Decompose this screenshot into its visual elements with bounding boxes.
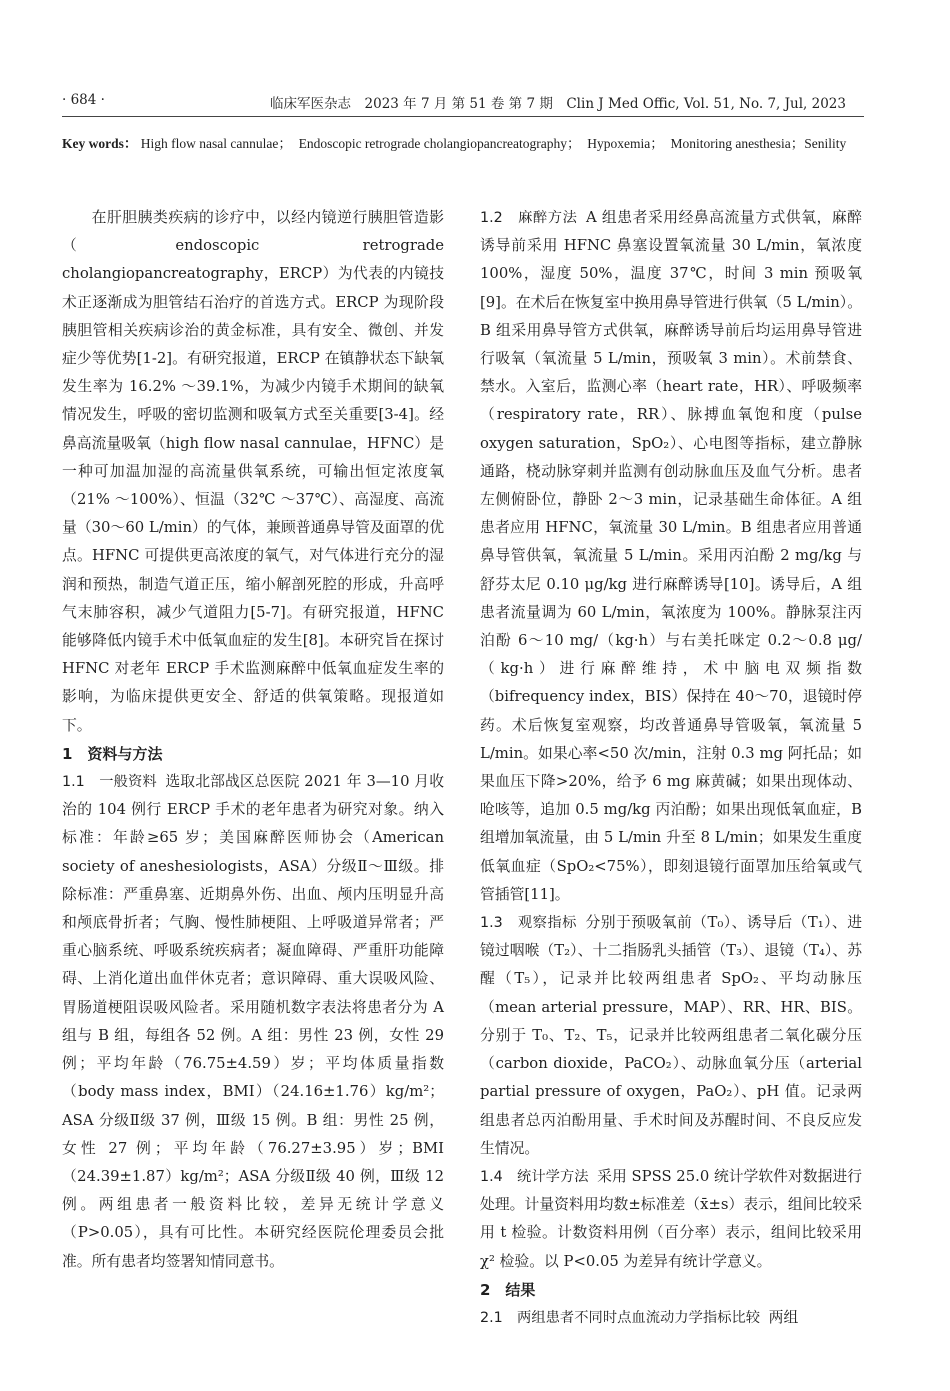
keywords-text: High flow nasal cannulae； Endoscopic retrograde cholangiopancreatography； Hypoxemia； Monitoring anesthesia；Senility <box>140 136 847 151</box>
left-column <box>62 204 444 1276</box>
section-1-2-heading: 1.2 麻醉方法 <box>480 210 578 226</box>
section-1-2-text: A 组患者采用经鼻高流量方式供氧，麻醉诱导前采用 HFNC 鼻塞设置氧流量 30 L/min，氧浓度 100%，湿度 50%，温度 37℃，时间 3 min 预吸氧[9]。在术后在恢复室中换用鼻导管进行供氧（5 L/min）。B 组采用鼻导管方式供氧，麻醉诱导前后均运用鼻导管进行吸氧（氧流量 5 L/min，预吸氧 3 min）。术前禁食、禁水。入室后，监测心率（heart rate，HR）、呼吸频率（respiratory rate，RR）、脉搏血氧饱和度（pulse oxygen saturation，SpO₂）、心电图等指标，建立静脉通路，桡动脉穿刺并监测有创动脉血压及血气分析。患者左侧俯卧位，静卧 2～3 min，记录基础生命体征。A 组患者应用 HFNC，氧流量 30 L/min。B 组患者应用普通鼻导管供氧，氧流量 5 L/min。采用丙泊酚 2 mg/kg 与舒芬太尼 0.10 μg/kg 进行麻醉诱导[10]。诱导后，A 组患者流量调为 60 L/min，氧浓度为 100%。静脉泵注丙泊酚 6～10 mg/（kg·h）与右美托咪定 0.2～0.8 μg/（kg·h）进行麻醉维持，术中脑电双频指数（bifrequency index，BIS）保持在 40～70，退镜时停药。术后恢复室观察，均改普通鼻导管吸氧，氧流量 5 L/min。如果心率<50 次/min，注射 0.3 mg 阿托品；如果血压下降>20%，给予 6 mg 麻黄碱；如果出现体动、呛咳等，追加 0.5 mg/kg 丙泊酚；如果出现低氧血症，B 组增加氧流量，由 5 L/min 升至 8 L/min；如果发生重度低氧血症（SpO₂<75%），即刻退镜行面罩加压给氧或气管插管[11]。 <box>480 209 862 903</box>
page-number: · 684 · <box>62 92 105 108</box>
header-rule <box>62 116 864 117</box>
keywords-block <box>62 132 862 156</box>
section-1-heading: 1 资料与方法 <box>62 744 163 763</box>
running-header <box>62 88 846 114</box>
keywords-label: Key words： <box>62 136 138 151</box>
intro-paragraph: 在肝胆胰类疾病的诊疗中，以经内镜逆行胰胆管造影（endoscopic retrograde cholangiopancreatography，ERCP）为代表的内镜技术正逐渐成为胆管结石治疗的首选方式。ERCP 为现阶段胰胆管相关疾病诊治的黄金标准，具有安全、微创、并发症少等优势[1-2]。有研究报道，ERCP 在镇静状态下缺氧发生率为 16.2% ～39.1%，为减少内镜手术期间的缺氧情况发生，呼吸的密切监测和吸氧方式至关重要[3-4]。经鼻高流量吸氧（high flow nasal cannulae，HFNC）是一种可加温加湿的高流量供氧系统，可输出恒定浓度氧（21% ～100%）、恒温（32℃ ～37℃）、高湿度、高流量（30～60 L/min）的气体，兼顾普通鼻导管及面罩的优点。HFNC 可提供更高浓度的氧气，对气体进行充分的湿润和预热，制造气道正压，缩小解剖死腔的形成，升高呼气末肺容积，减少气道阻力[5-7]。有研究报道，HFNC 能够降低内镜手术中低氧血症的发生[8]。本研究旨在探讨 HFNC 对老年 ERCP 手术监测麻醉中低氧血症发生率的影响，为临床提供更安全、舒适的供氧策略。现报道如下。 <box>62 209 444 734</box>
section-2-1-text: 两组 <box>768 1308 799 1326</box>
section-1-4-text: 采用 SPSS 25.0 统计学软件对数据进行处理。计量资料用均数±标准差（x̄±s）表示，组间比较采用 t 检验。计数资料用例（百分率）表示，组间比较采用χ² 检验。以 P<0.05 为差异有统计学意义。 <box>480 1167 862 1270</box>
journal-citation: 临床军医杂志 2023 年 7 月 第 51 卷 第 7 期 Clin J Med Offic, Vol. 51, No. 7, Jul, 2023 <box>270 96 846 112</box>
section-2-heading: 2 结果 <box>480 1280 536 1299</box>
section-1-2 <box>480 204 862 909</box>
section-1-1 <box>62 768 444 1276</box>
right-column <box>480 204 862 1332</box>
section-1-3-text: 分别于预吸氧前（T₀）、诱导后（T₁）、进镜过咽喉（T₂）、十二指肠乳头插管（T₃）、退镜（T₄）、苏醒（T₅），记录并比较两组患者 SpO₂、平均动脉压（mean arterial pressure，MAP）、RR、HR、BIS。分别于 T₀、T₂、T₅，记录并比较两组患者二氧化碳分压（carbon dioxide，PaCO₂）、动脉血氧分压（arterial partial pressure of oxygen，PaO₂）、pH 值。记录两组患者总丙泊酚用量、手术时间及苏醒时间、不良反应发生情况。 <box>480 914 862 1157</box>
section-2-1-heading: 2.1 两组患者不同时点血流动力学指标比较 <box>480 1309 761 1326</box>
section-1-3-heading: 1.3 观察指标 <box>480 915 577 932</box>
section-1-1-heading: 1.1 一般资料 <box>62 774 157 791</box>
section-2-1 <box>480 1304 862 1332</box>
section-1-1-text: 选取北部战区总医院 2021 年 3—10 月收治的 104 例行 ERCP 手术的老年患者为研究对象。纳入标准：年龄≥65 岁；美国麻醉医师协会（American society of aneshesiologists，ASA）分级Ⅱ～Ⅲ级。排除标准：严重鼻塞、近期鼻外伤、出血、颅内压明显升高和颅底骨折者；气胸、慢性肺梗阻、上呼吸道异常者；严重心脑系统、呼吸系统疾病者；凝血障碍、严重肝功能障碍、上消化道出血伴休克者；意识障碍、重大误吸风险、胃肠道梗阻误吸风险者。采用随机数字表法将患者分为 A 组与 B 组，每组各 52 例。A 组：男性 23 例，女性 29 例；平均年龄（76.75±4.59）岁；平均体质量指数（body mass index，BMI）（24.16±1.76）kg/m²；ASA 分级Ⅱ级 37 例，Ⅲ级 15 例。B 组：男性 25 例，女性 27 例；平均年龄（76.27±3.95）岁；BMI（24.39±1.87）kg/m²；ASA 分级Ⅱ级 40 例，Ⅲ级 12 例。两组患者一般资料比较，差异无统计学意义（P>0.05），具有可比性。本研究经医院伦理委员会批准。所有患者均签署知情同意书。 <box>62 773 444 1270</box>
section-1-3 <box>480 909 862 1163</box>
section-1-4-heading: 1.4 统计学方法 <box>480 1168 589 1185</box>
section-1-4 <box>480 1163 862 1276</box>
